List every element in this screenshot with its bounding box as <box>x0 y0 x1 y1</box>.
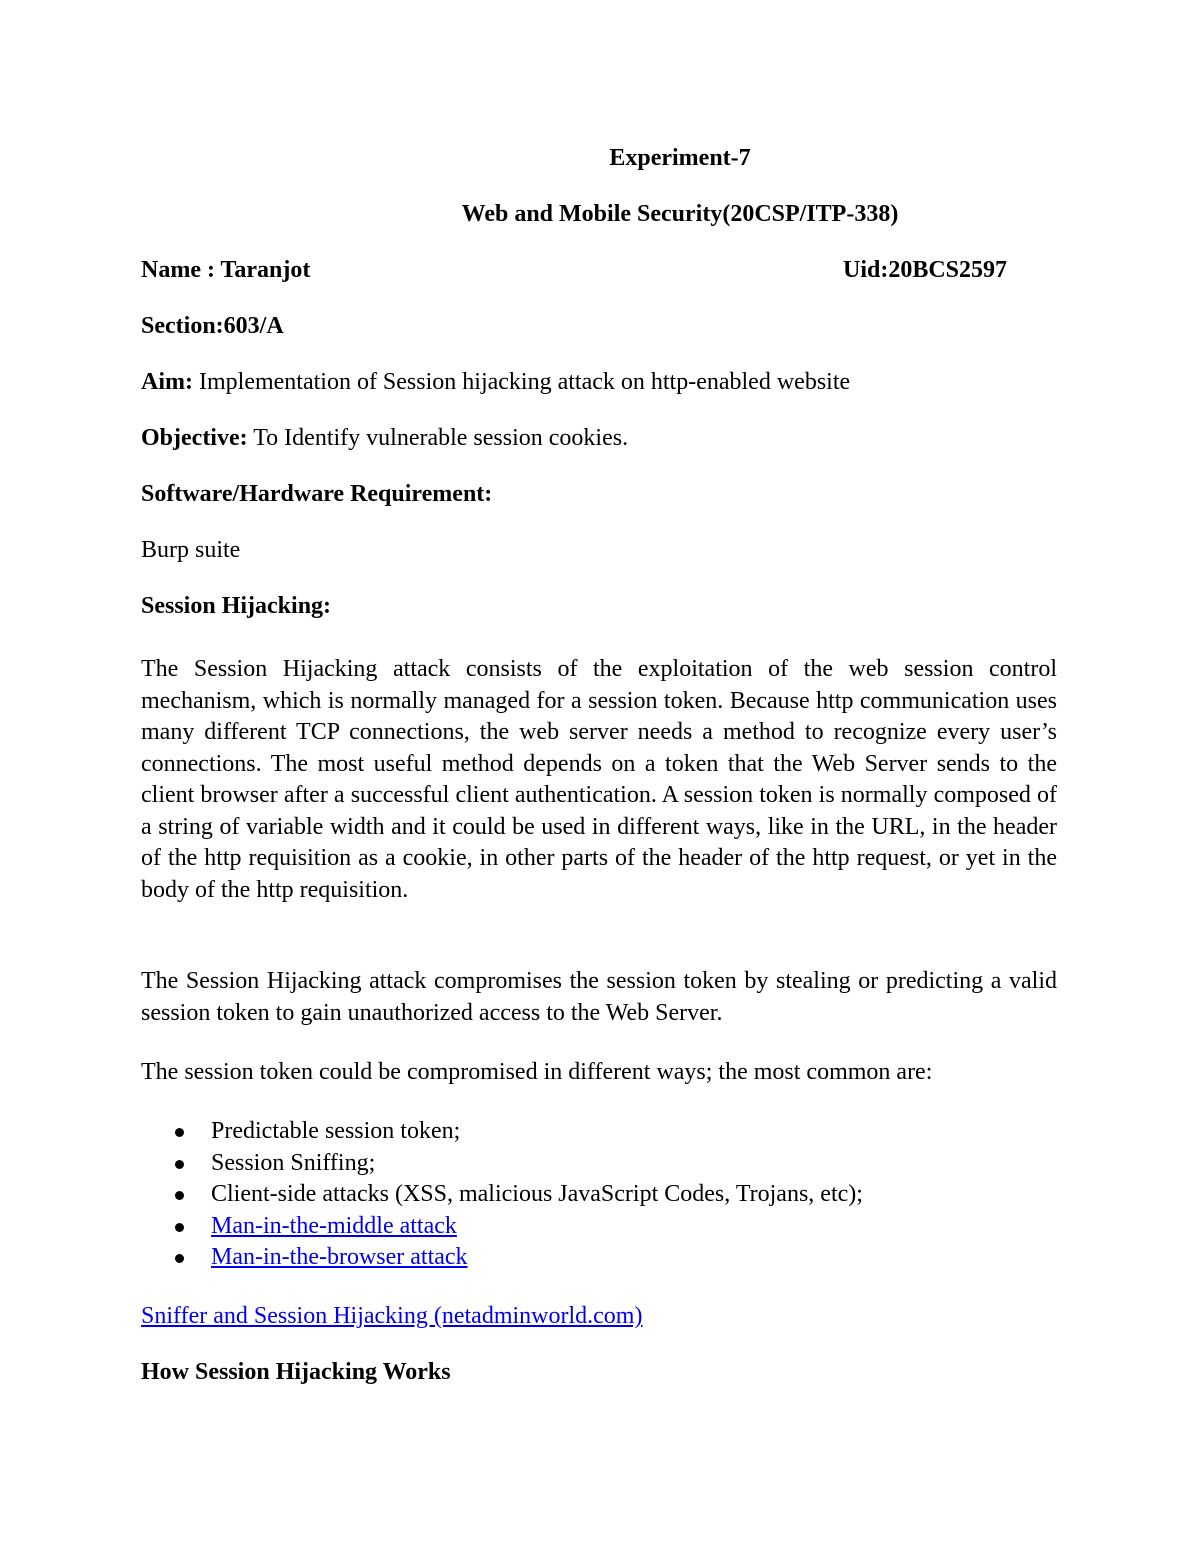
list-item <box>141 1211 863 1243</box>
objective-text: To Identify vulnerable session cookies. <box>247 425 629 451</box>
bullet-icon <box>175 1160 184 1169</box>
document-subtitle: Web and Mobile Security(20CSP/ITP-338) <box>461 201 899 227</box>
list-item-text: Client-side attacks (XSS, malicious JavaScript Codes, Trojans, etc); <box>211 1181 863 1207</box>
session-hijacking-paragraph-1: The Session Hijacking attack consists of the exploitation of the web session control mechanism, which is normally managed for a session token. Because http communication uses many different TCP connections, the web server needs a method to recognize every user’s connections. The most useful method depends on a token that the Web Server sends to the client browser after a successful client authentication. A session token is normally composed of a string of variable width and it could be used in different ways, like in the URL, in the header of the http requisition as a cookie, in other parts of the header of the http request, or yet in the body of the http requisition. <box>141 656 1057 903</box>
reference-link[interactable]: Sniffer and Session Hijacking (netadminworld.com) <box>141 1303 643 1329</box>
session-hijacking-heading: Session Hijacking: <box>141 593 332 619</box>
student-section: Section:603/A <box>141 313 284 339</box>
aim-line <box>141 367 850 397</box>
bullet-icon <box>175 1254 184 1263</box>
list-item <box>141 1148 863 1180</box>
list-item <box>141 1179 863 1211</box>
aim-label: Aim: <box>141 369 193 395</box>
session-hijacking-paragraph-2: The Session Hijacking attack compromises the session token by stealing or predicting a valid session token to gain unauthorized access to the Web Server. <box>141 968 1057 1026</box>
requirements-text: Burp suite <box>141 537 241 563</box>
list-item <box>141 1242 863 1274</box>
student-name: Name : Taranjot <box>141 257 311 283</box>
how-it-works-heading: How Session Hijacking Works <box>141 1359 451 1385</box>
compromise-methods-list <box>141 1116 863 1274</box>
student-uid: Uid:20BCS2597 <box>843 257 1008 283</box>
session-hijacking-paragraph-3: The session token could be compromised in different ways; the most common are: <box>141 1059 933 1085</box>
objective-line <box>141 423 628 453</box>
list-item <box>141 1116 863 1148</box>
bullet-icon <box>175 1223 184 1232</box>
objective-label: Objective: <box>141 425 248 451</box>
document-title: Experiment-7 <box>609 145 751 171</box>
bullet-icon <box>175 1128 184 1137</box>
aim-text: Implementation of Session hijacking attack on http-enabled website <box>192 369 851 395</box>
requirements-heading: Software/Hardware Requirement: <box>141 481 493 507</box>
mitb-attack-link[interactable]: Man-in-the-browser attack <box>211 1244 468 1270</box>
list-item-text: Session Sniffing; <box>211 1149 376 1176</box>
mitm-attack-link[interactable]: Man-in-the-middle attack <box>211 1212 457 1239</box>
list-item-text: Predictable session token; <box>211 1118 461 1144</box>
bullet-icon <box>175 1191 184 1200</box>
